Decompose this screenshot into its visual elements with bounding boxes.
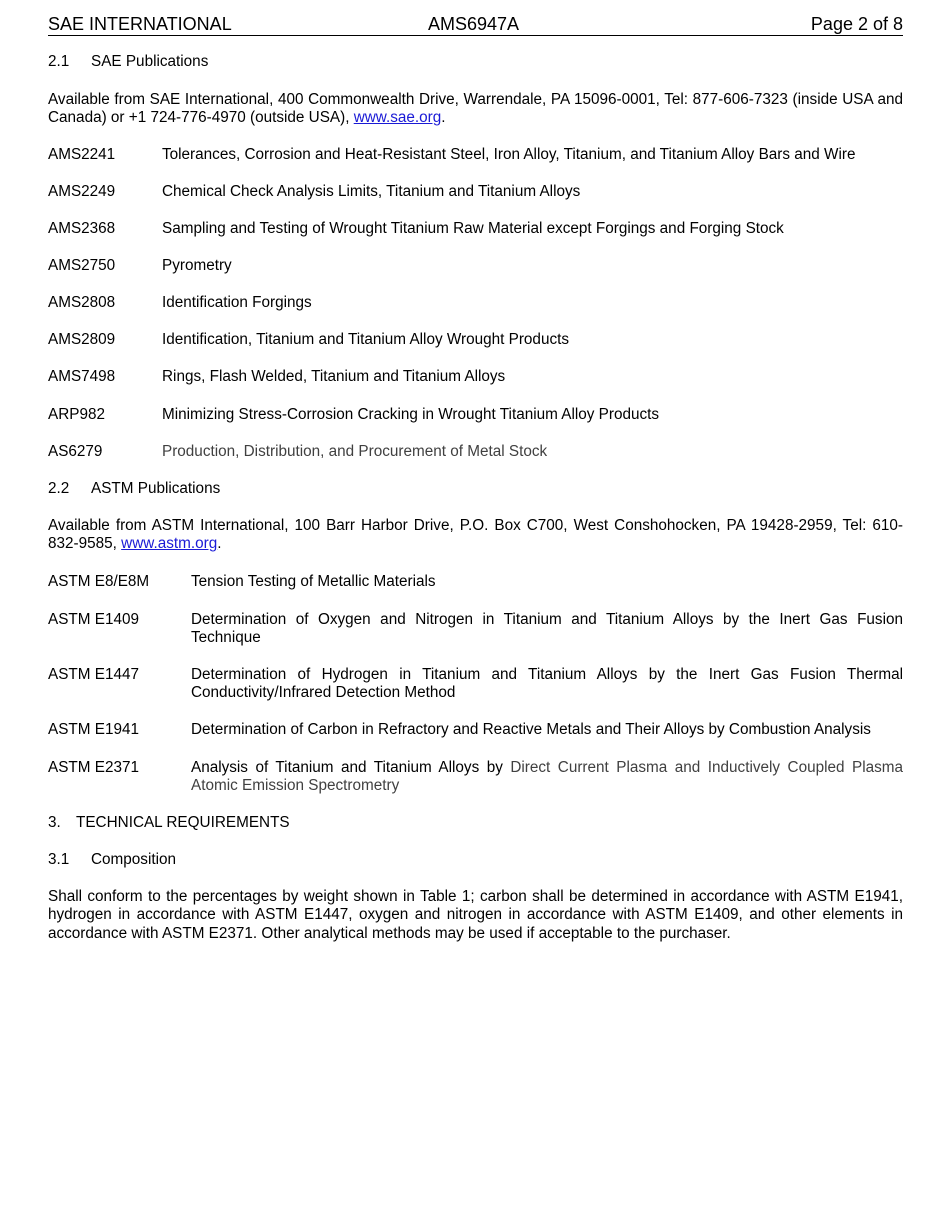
reference-code: AS6279 (48, 443, 103, 460)
reference-title: Identification Forgings (162, 294, 312, 311)
reference-title: Tension Testing of Metallic Materials (191, 573, 436, 590)
reference-title: Identification, Titanium and Titanium Alloy Wrought Products (162, 331, 569, 348)
section-title: SAE Publications (91, 53, 209, 70)
section-2-2-heading (48, 480, 903, 498)
reference-title: Production, Distribution, and Procurement of Metal Stock (162, 443, 548, 460)
reference-code: AMS2368 (48, 220, 116, 237)
reference-code: AMS2809 (48, 331, 116, 348)
reference-code: AMS2808 (48, 294, 116, 311)
reference-title: Determination of Carbon in Refractory and Reactive Metals and Their Alloys by Combustion Analysis (191, 721, 871, 738)
section-number: 3.1 (48, 851, 70, 868)
section-number: 2.2 (48, 480, 70, 497)
section-3-heading (48, 814, 903, 832)
reference-code: AMS2241 (48, 146, 116, 163)
reference-code: ASTM E1409 (48, 611, 139, 628)
reference-code: AMS7498 (48, 368, 116, 385)
section-title: Composition (91, 851, 177, 868)
header-page-number: Page 2 of 8 (810, 14, 903, 34)
astm-availability-paragraph: Available from ASTM International, 100 Barr Harbor Drive, P.O. Box C700, West Conshohocken, PA 19428-2959, Tel: 610-832-9585, www.astm.org. (48, 517, 903, 553)
reference-title: Sampling and Testing of Wrought Titanium Raw Material except Forgings and Forging Stock (162, 220, 784, 237)
reference-title: Minimizing Stress-Corrosion Cracking in Wrought Titanium Alloy Products (162, 406, 660, 423)
reference-title: Rings, Flash Welded, Titanium and Titanium Alloys (162, 368, 506, 385)
reference-code: ASTM E2371 (48, 759, 139, 776)
reference-title: Pyrometry (162, 257, 232, 274)
composition-paragraph: Shall conform to the percentages by weight shown in Table 1; carbon shall be determined in accordance with ASTM E1941, hydrogen in accordance with ASTM E1447, oxygen and nitrogen in accordance with ASTM E1409, and other elements in accordance with ASTM E2371. Other analytical methods may be used if acceptable to the purchaser. (48, 888, 903, 942)
reference-title: Determination of Oxygen and Nitrogen in Titanium and Titanium Alloys by the Inert Gas Fusion Technique (191, 611, 903, 647)
section-title: TECHNICAL REQUIREMENTS (76, 814, 290, 831)
astm-website-link[interactable]: www.astm.org (121, 535, 218, 553)
header-doc-id: AMS6947A (428, 14, 520, 34)
section-number: 3. (48, 814, 61, 831)
reference-title: Chemical Check Analysis Limits, Titanium and Titanium Alloys (162, 183, 581, 200)
section-title: ASTM Publications (91, 480, 221, 497)
reference-code: ASTM E1447 (48, 666, 139, 683)
reference-code: AMS2750 (48, 257, 116, 274)
section-2-1-heading (48, 53, 903, 71)
page-header (48, 13, 903, 36)
reference-title: Tolerances, Corrosion and Heat-Resistant Steel, Iron Alloy, Titanium, and Titanium Alloy Bars and Wire (162, 146, 856, 163)
header-org: SAE INTERNATIONAL (48, 14, 232, 34)
section-number: 2.1 (48, 53, 70, 70)
section-3-1-heading (48, 851, 903, 869)
reference-title: Analysis of Titanium and Titanium Alloys by Direct Current Plasma and Inductively Coupled Plasma Atomic Emission Spectrometry (191, 759, 903, 795)
reference-code: ASTM E8/E8M (48, 573, 150, 590)
reference-code: ARP982 (48, 406, 105, 423)
sae-website-link[interactable]: www.sae.org (353, 109, 442, 127)
reference-code: ASTM E1941 (48, 721, 139, 738)
reference-title: Determination of Hydrogen in Titanium and Titanium Alloys by the Inert Gas Fusion Thermal Conductivity/Infrared Detection Method (191, 666, 903, 702)
sae-availability-paragraph: Available from SAE International, 400 Commonwealth Drive, Warrendale, PA 15096-0001, Tel: 877-606-7323 (inside USA and Canada) or +1 724-776-4970 (outside USA), www.sae.org. (48, 91, 903, 127)
reference-code: AMS2249 (48, 183, 116, 200)
